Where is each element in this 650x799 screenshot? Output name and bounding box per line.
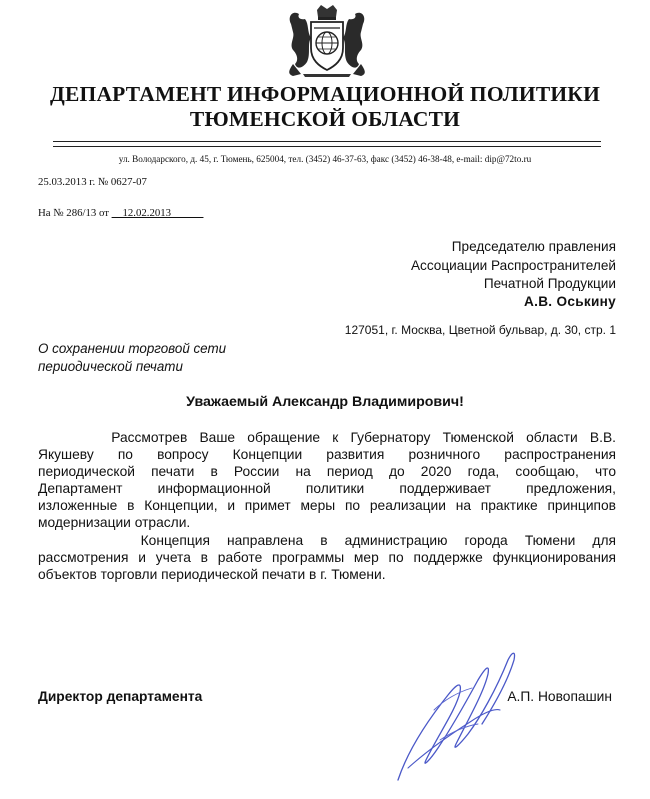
department-name-line2: ТЮМЕНСКОЙ ОБЛАСТИ <box>189 107 461 131</box>
recipient-address: 127051, г. Москва, Цветной бульвар, д. 30, стр. 1 <box>344 323 616 337</box>
recipient-line2: Ассоциации Распространителей <box>410 258 616 273</box>
signer-role: Директор департамента <box>38 689 203 704</box>
letterhead-divider-thin <box>53 146 601 147</box>
outgoing-reference: 25.03.2013 г. № 0627-07 <box>38 176 147 188</box>
body-line: изложенные в Концепции, и примет меры по реализации на практике принципов <box>38 498 616 513</box>
salutation: Уважаемый Александр Владимирович! <box>186 394 464 410</box>
signer-name: А.П. Новопашин <box>507 689 612 704</box>
incoming-reference-date: __12.02.2013______ <box>111 207 204 219</box>
recipient-name: А.В. Оськину <box>524 294 616 309</box>
body-line: объектов торговли периодической печати в г. Тюмени. <box>38 567 386 582</box>
body-line: Якушеву по вопросу Концепции развития розничного распространения <box>38 447 616 462</box>
tyumen-coat-of-arms-icon <box>283 4 371 78</box>
department-name-line1: ДЕПАРТАМЕНТ ИНФОРМАЦИОННОЙ ПОЛИТИКИ <box>49 82 601 106</box>
incoming-reference <box>38 207 203 219</box>
subject-line2: периодической печати <box>38 359 183 374</box>
body-line: Рассмотрев Ваше обращение к Губернатору Тюменской области В.В. <box>38 430 616 445</box>
department-address: ул. Володарского, д. 45, г. Тюмень, 625004, тел. (3452) 46-37-63, факс (3452) 46-38-48, e-mail: dip@72to.ru <box>118 154 532 164</box>
body-line: рассмотрения и учета в работе программы мер по поддержке функционирования <box>38 550 616 565</box>
body-line: модернизации отрасли. <box>38 515 191 530</box>
body-line: Департамент информационной политики поддерживает предложения, <box>38 481 616 496</box>
incoming-reference-prefix: На № 286/13 от <box>38 207 112 219</box>
subject-line1: О сохранении торговой сети <box>38 341 227 356</box>
recipient-line1: Председателю правления <box>451 239 616 254</box>
body-line: Концепция направлена в администрацию города Тюмени для <box>38 533 616 548</box>
letterhead-divider-thick <box>53 141 601 142</box>
handwritten-signature-icon <box>378 640 523 790</box>
body-line: периодической печати в России на период до 2020 года, сообщаю, что <box>38 464 616 479</box>
recipient-line3: Печатной Продукции <box>483 276 616 291</box>
